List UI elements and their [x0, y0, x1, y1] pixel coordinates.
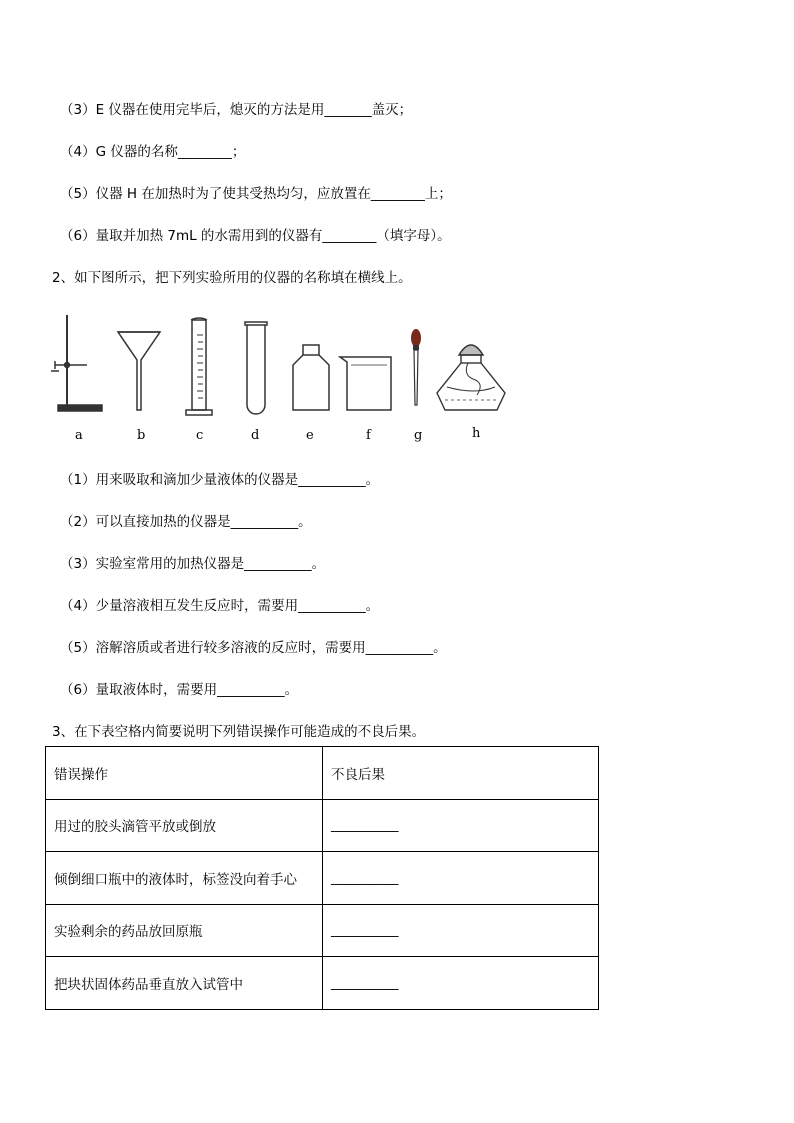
answer-blank: __________: [323, 957, 599, 1010]
answer-blank: __________: [323, 904, 599, 957]
apparatus-label-e: e: [306, 428, 314, 443]
table-row: [46, 904, 599, 957]
question-2-item-5: （5）溶解溶质或者进行较多溶液的反应时，需要用__________。: [60, 640, 447, 656]
apparatus-label-g: g: [414, 428, 423, 443]
question-2-title: 2、如下图所示，把下列实验所用的仪器的名称填在横线上。: [52, 270, 412, 286]
table-row: [46, 852, 599, 905]
apparatus-label-c: c: [196, 428, 204, 443]
operation-cell: 用过的胶头滴管平放或倒放: [46, 799, 323, 852]
answer-blank: __________: [323, 852, 599, 905]
question-item-g: （4）G 仪器的名称________；: [60, 144, 246, 160]
measuring-cylinder-icon: [186, 318, 212, 415]
table-header-row: [46, 747, 599, 800]
iron-stand-icon: [51, 315, 102, 411]
table-row: [46, 957, 599, 1010]
test-tube-icon: [245, 322, 267, 414]
question-item-h: （5）仪器 H 在加热时为了使其受热均匀，应放置在________上；: [60, 186, 452, 202]
apparatus-label-h: h: [472, 426, 481, 441]
apparatus-label-a: a: [75, 428, 83, 443]
lab-apparatus-figure: [45, 305, 525, 445]
question-2-item-3: （3）实验室常用的加热仪器是__________。: [60, 556, 326, 572]
alcohol-lamp-icon: [437, 345, 505, 410]
funnel-icon: [118, 332, 160, 410]
dropper-icon: [411, 329, 421, 405]
question-2-item-6: （6）量取液体时，需要用__________。: [60, 682, 299, 698]
apparatus-label-d: d: [251, 428, 260, 443]
question-2-item-2: （2）可以直接加热的仪器是__________。: [60, 514, 312, 530]
question-item-e: （3）E 仪器在使用完毕后，熄灭的方法是用_______盖灭；: [60, 102, 413, 118]
consequence-table: [45, 746, 599, 1010]
header-consequence: 不良后果: [323, 747, 599, 800]
operation-cell: 把块状固体药品垂直放入试管中: [46, 957, 323, 1010]
question-2-item-1: （1）用来吸取和滴加少量液体的仪器是__________。: [60, 472, 380, 488]
reagent-bottle-icon: [293, 345, 329, 410]
question-item-measure: （6）量取并加热 7mL 的水需用到的仪器有________（填字母）。: [60, 228, 451, 244]
question-2-item-4: （4）少量溶液相互发生反应时，需要用__________。: [60, 598, 380, 614]
beaker-icon: [340, 357, 391, 410]
operation-cell: 倾倒细口瓶中的液体时，标签没向着手心: [46, 852, 323, 905]
header-wrong-operation: 错误操作: [46, 747, 323, 800]
table-row: [46, 799, 599, 852]
answer-blank: __________: [323, 799, 599, 852]
operation-cell: 实验剩余的药品放回原瓶: [46, 904, 323, 957]
question-3-title: 3、在下表空格内简要说明下列错误操作可能造成的不良后果。: [52, 724, 426, 740]
apparatus-label-f: f: [366, 428, 371, 443]
apparatus-label-b: b: [137, 428, 146, 443]
